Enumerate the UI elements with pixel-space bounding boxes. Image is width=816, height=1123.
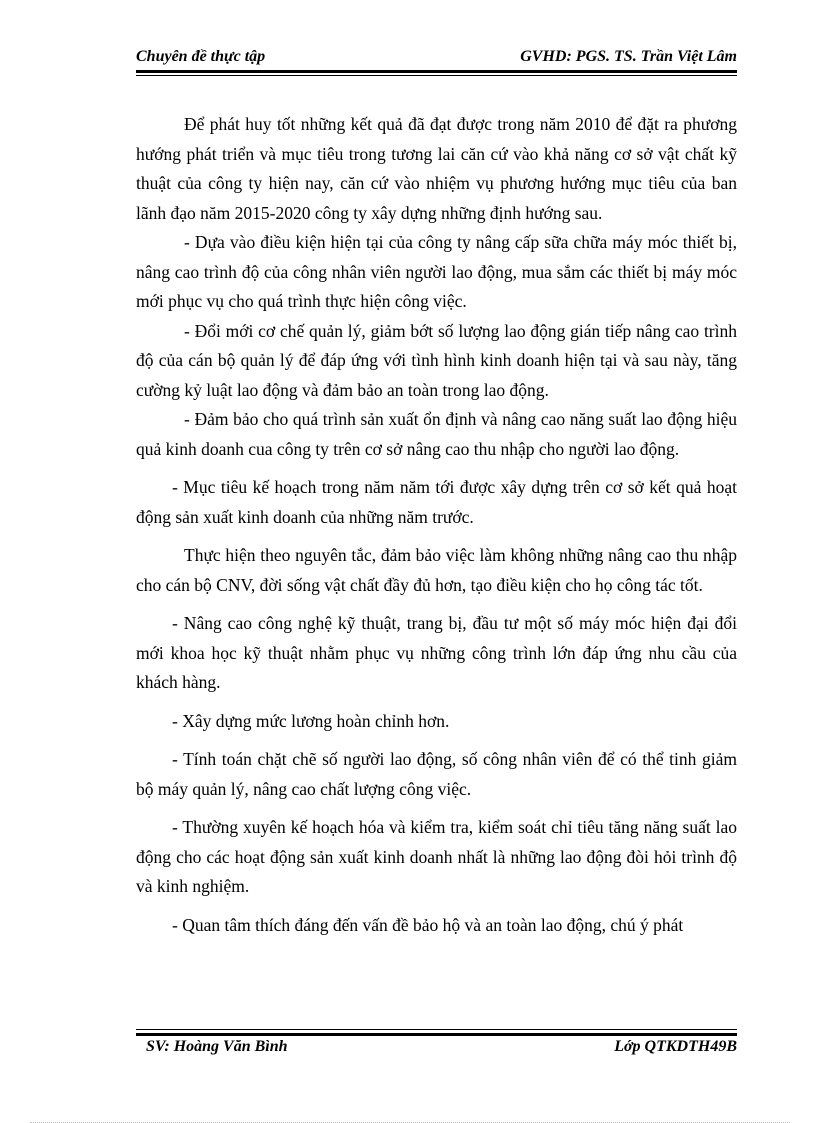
paragraph: - Mục tiêu kế hoạch trong năm năm tới được xây dựng trên cơ sở kết quả hoạt động sản xuất kinh doanh của những năm trước.	[136, 477, 737, 527]
paragraph: - Thường xuyên kế hoạch hóa và kiểm tra, kiểm soát chỉ tiêu tăng năng suất lao động cho các hoạt động sản xuất kinh doanh nhất là những lao động đòi hỏi trình độ và kinh nghiệm.	[136, 817, 737, 896]
paragraph: - Xây dựng mức lương hoàn chỉnh hơn.	[172, 710, 450, 731]
page-footer	[146, 1038, 737, 1060]
header-advisor: GVHD: PGS. TS. Trần Việt Lâm	[520, 48, 737, 65]
header-rule-thick	[136, 70, 737, 73]
paragraph: Thực hiện theo nguyên tắc, đảm bảo việc làm không những nâng cao thu nhập cho cán bộ CNV, đời sống vật chất đầy đủ hơn, tạo điều kiện cho họ công tác tốt.	[136, 545, 737, 595]
document-body	[136, 110, 737, 949]
footer-class: Lớp QTKDTH49B	[614, 1038, 737, 1055]
paragraph: - Tính toán chặt chẽ số người lao động, số công nhân viên để có thể tinh giảm bộ máy quản lý, nâng cao chất lượng công việc.	[136, 749, 737, 799]
paragraph: - Nâng cao công nghệ kỹ thuật, trang bị, đầu tư một số máy móc hiện đại đổi mới khoa học kỹ thuật nhằm phục vụ những công trình lớn đáp ứng nhu cầu của khách hàng.	[136, 613, 737, 692]
footer-rule-thick	[136, 1033, 737, 1036]
paragraph: - Đổi mới cơ chế quản lý, giảm bớt số lượng lao động gián tiếp nâng cao trình độ của cán bộ quản lý để đáp ứng với tình hình kinh doanh hiện tại và sau này, tăng cường kỷ luật lao động và đảm bảo an toàn trong lao động.	[136, 320, 737, 400]
header-title: Chuyên đề thực tập	[136, 48, 266, 65]
paragraph: Để phát huy tốt những kết quả đã đạt được trong năm 2010 để đặt ra phương hướng phát triển và mục tiêu trong tương lai căn cứ vào khả năng cơ sở vật chất kỹ thuật của công ty hiện nay, căn cứ vào nhiệm vụ phương hướng mục tiêu của ban lãnh đạo năm 2015-2020 công ty xây dựng những định hướng sau.	[136, 114, 737, 223]
footer-rule-thin	[136, 1029, 737, 1030]
paragraph: - Đảm bảo cho quá trình sản xuất ổn định và nâng cao năng suất lao động hiệu quả kinh doanh cua công ty trên cơ sở nâng cao thu nhập cho người lao động.	[136, 409, 737, 459]
page-header	[136, 46, 737, 72]
paragraph: - Dựa vào điều kiện hiện tại của công ty nâng cấp sữa chữa máy móc thiết bị, nâng cao trình độ của công nhân viên người lao động, mua sắm các thiết bị máy móc mới phục vụ cho quá trình thực hiện công việc.	[136, 232, 737, 311]
header-rule-thin	[136, 75, 737, 76]
paragraph: - Quan tâm thích đáng đến vấn đề bảo hộ và an toàn lao động, chú ý phát	[172, 914, 684, 935]
footer-student: SV: Hoàng Văn Bình	[146, 1038, 288, 1055]
